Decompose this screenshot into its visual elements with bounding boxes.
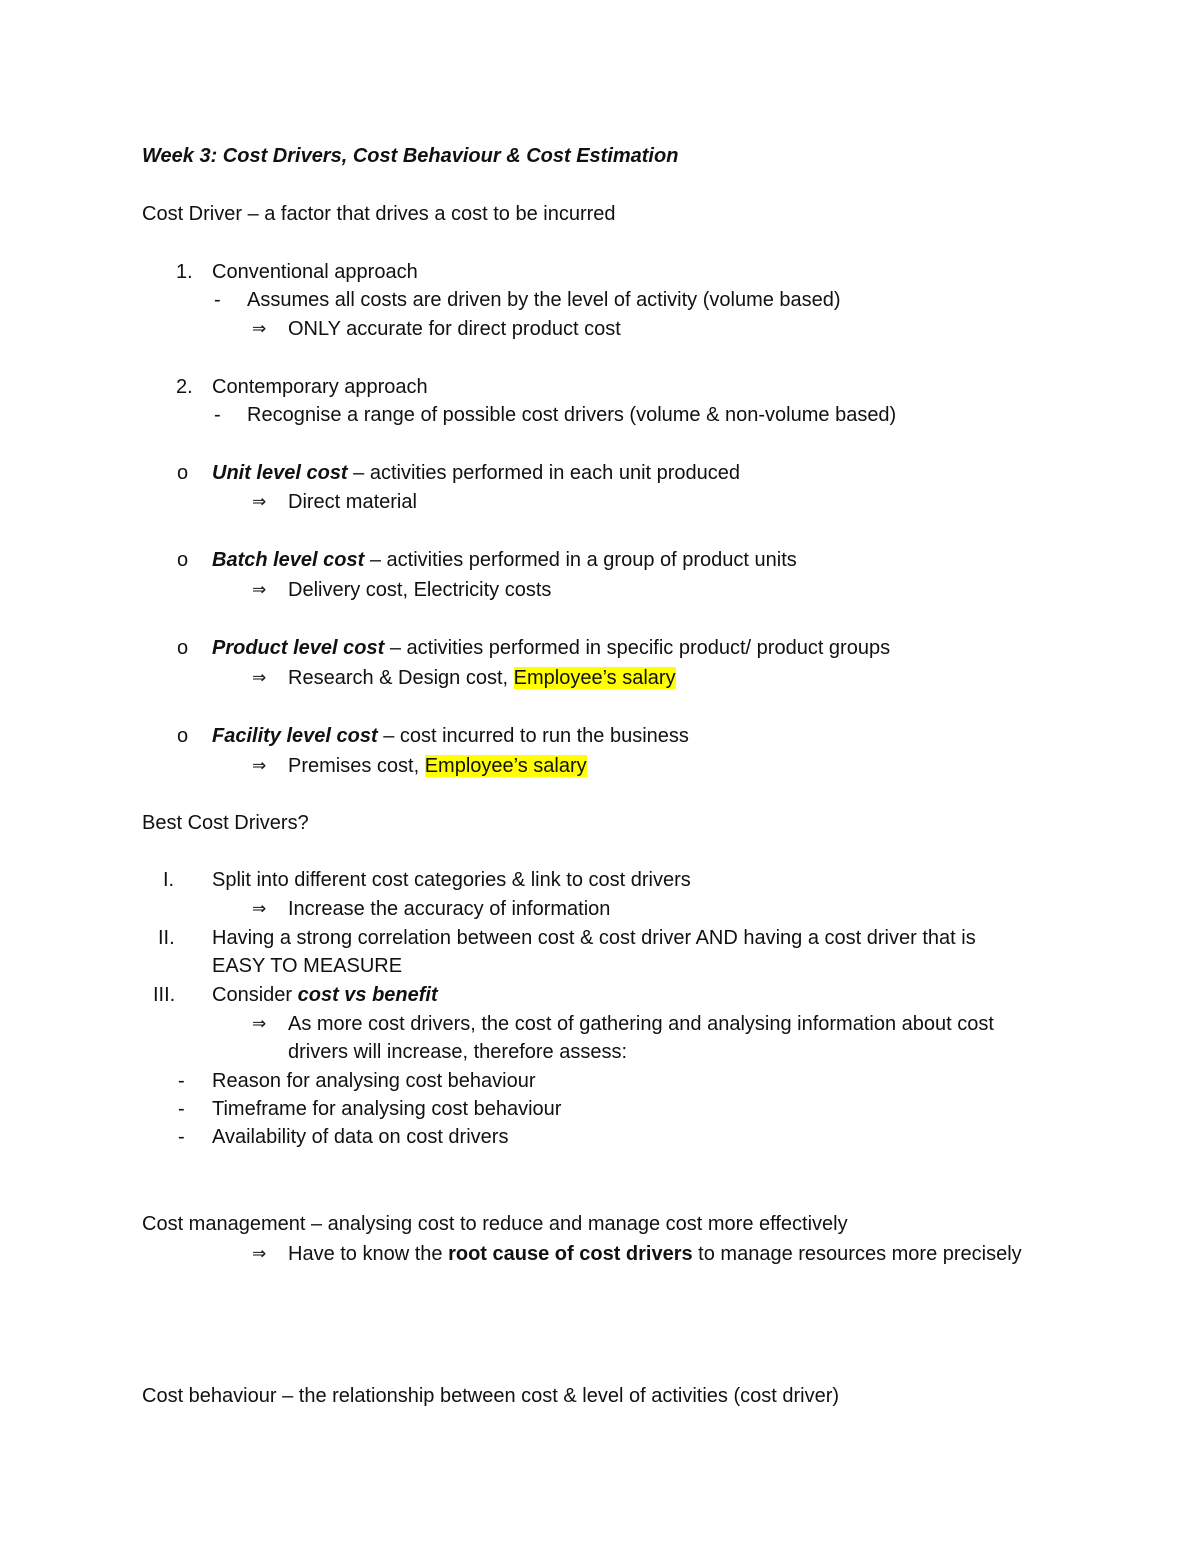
circle-bullet: o <box>177 549 189 571</box>
cost-level-desc: – activities performed in a group of product units <box>364 549 797 571</box>
contemporary-approach-detail: Recognise a range of possible cost drivers (volume & non-volume based) <box>247 404 897 426</box>
item-3-prefix: Consider <box>212 984 298 1006</box>
best-cost-drivers-heading: Best Cost Drivers? <box>142 812 309 834</box>
cost-level-name: Product level cost <box>212 637 385 659</box>
best-driver-item-3 <box>212 981 438 1009</box>
page-title: Week 3: Cost Drivers, Cost Behaviour & Cost Estimation <box>142 145 679 167</box>
roman-numeral: II. <box>158 927 175 949</box>
list-item: Availability of data on cost drivers <box>212 1126 509 1148</box>
product-level-example <box>288 664 676 692</box>
list-item: Timeframe for analysing cost behaviour <box>212 1098 562 1120</box>
cost-driver-desc: – a factor that drives a cost to be incurred <box>242 203 616 225</box>
best-driver-item-1: Split into different cost categories & link to cost drivers <box>212 869 691 891</box>
list-number: 1. <box>176 261 193 283</box>
cost-management-desc: – analysing cost to reduce and manage cost more effectively <box>305 1213 848 1235</box>
circle-bullet: o <box>177 637 189 659</box>
best-driver-item-1-note: Increase the accuracy of information <box>288 898 611 920</box>
cost-behaviour-definition <box>142 1382 839 1410</box>
cost-level-example: Premises cost, <box>288 755 425 777</box>
arrow-right-icon: ⇒ <box>252 899 267 919</box>
cost-level-name: Unit level cost <box>212 462 348 484</box>
arrow-right-icon: ⇒ <box>252 492 267 512</box>
arrow-right-icon: ⇒ <box>252 580 267 600</box>
batch-level-cost <box>212 546 797 574</box>
conventional-approach-detail: Assumes all costs are driven by the level of activity (volume based) <box>247 289 841 311</box>
best-driver-item-3-note-line2: drivers will increase, therefore assess: <box>288 1041 628 1063</box>
arrow-right-icon: ⇒ <box>252 1244 267 1264</box>
cost-management-note <box>288 1240 1022 1268</box>
facility-level-cost <box>212 722 689 750</box>
cost-management-term: Cost management <box>142 1213 306 1235</box>
cost-level-desc: – activities performed in specific product/ product groups <box>384 637 891 659</box>
highlighted-text: Employee’s salary <box>513 667 676 689</box>
note-emphasis: root cause of cost drivers <box>448 1243 693 1265</box>
arrow-right-icon: ⇒ <box>252 668 267 688</box>
cost-level-example: Delivery cost, Electricity costs <box>288 579 552 601</box>
dash-bullet: - <box>214 404 221 426</box>
cost-driver-term: Cost Driver <box>142 203 243 225</box>
cost-driver-definition <box>142 200 616 228</box>
dash-bullet: - <box>178 1098 185 1120</box>
item-3-emphasis: cost vs benefit <box>297 984 438 1006</box>
dash-bullet: - <box>178 1070 185 1092</box>
roman-numeral: I. <box>163 869 175 891</box>
facility-level-example <box>288 752 587 780</box>
roman-numeral: III. <box>153 984 176 1006</box>
cost-management-definition <box>142 1210 848 1238</box>
cost-level-name: Facility level cost <box>212 725 378 747</box>
arrow-right-icon: ⇒ <box>252 319 267 339</box>
circle-bullet: o <box>177 725 189 747</box>
list-number: 2. <box>176 376 193 398</box>
arrow-right-icon: ⇒ <box>252 1014 267 1034</box>
cost-level-desc: – cost incurred to run the business <box>377 725 689 747</box>
cost-level-desc: – activities performed in each unit produced <box>347 462 741 484</box>
best-driver-item-2-line1: Having a strong correlation between cost & cost driver AND having a cost driver that is <box>212 927 976 949</box>
cost-behaviour-term: Cost behaviour <box>142 1385 277 1407</box>
contemporary-approach-label: Contemporary approach <box>212 376 428 398</box>
best-driver-item-3-note-line1: As more cost drivers, the cost of gathering and analysing information about cost <box>288 1013 994 1035</box>
unit-level-cost <box>212 459 740 487</box>
cost-behaviour-desc: – the relationship between cost & level of activities (cost driver) <box>276 1385 840 1407</box>
note-prefix: Have to know the <box>288 1243 449 1265</box>
dash-bullet: - <box>178 1126 185 1148</box>
circle-bullet: o <box>177 462 189 484</box>
cost-level-example: Research & Design cost, <box>288 667 514 689</box>
batch-level-example <box>288 576 551 604</box>
highlighted-text: Employee’s salary <box>424 755 587 777</box>
conventional-approach-label: Conventional approach <box>212 261 418 283</box>
list-item: Reason for analysing cost behaviour <box>212 1070 536 1092</box>
best-driver-item-2-line2: EASY TO MEASURE <box>212 955 403 977</box>
note-suffix: to manage resources more precisely <box>692 1243 1022 1265</box>
conventional-approach-note: ONLY accurate for direct product cost <box>288 318 621 340</box>
arrow-right-icon: ⇒ <box>252 756 267 776</box>
cost-level-name: Batch level cost <box>212 549 365 571</box>
product-level-cost <box>212 634 890 662</box>
dash-bullet: - <box>214 289 221 311</box>
unit-level-example <box>288 488 417 516</box>
cost-level-example: Direct material <box>288 491 417 513</box>
